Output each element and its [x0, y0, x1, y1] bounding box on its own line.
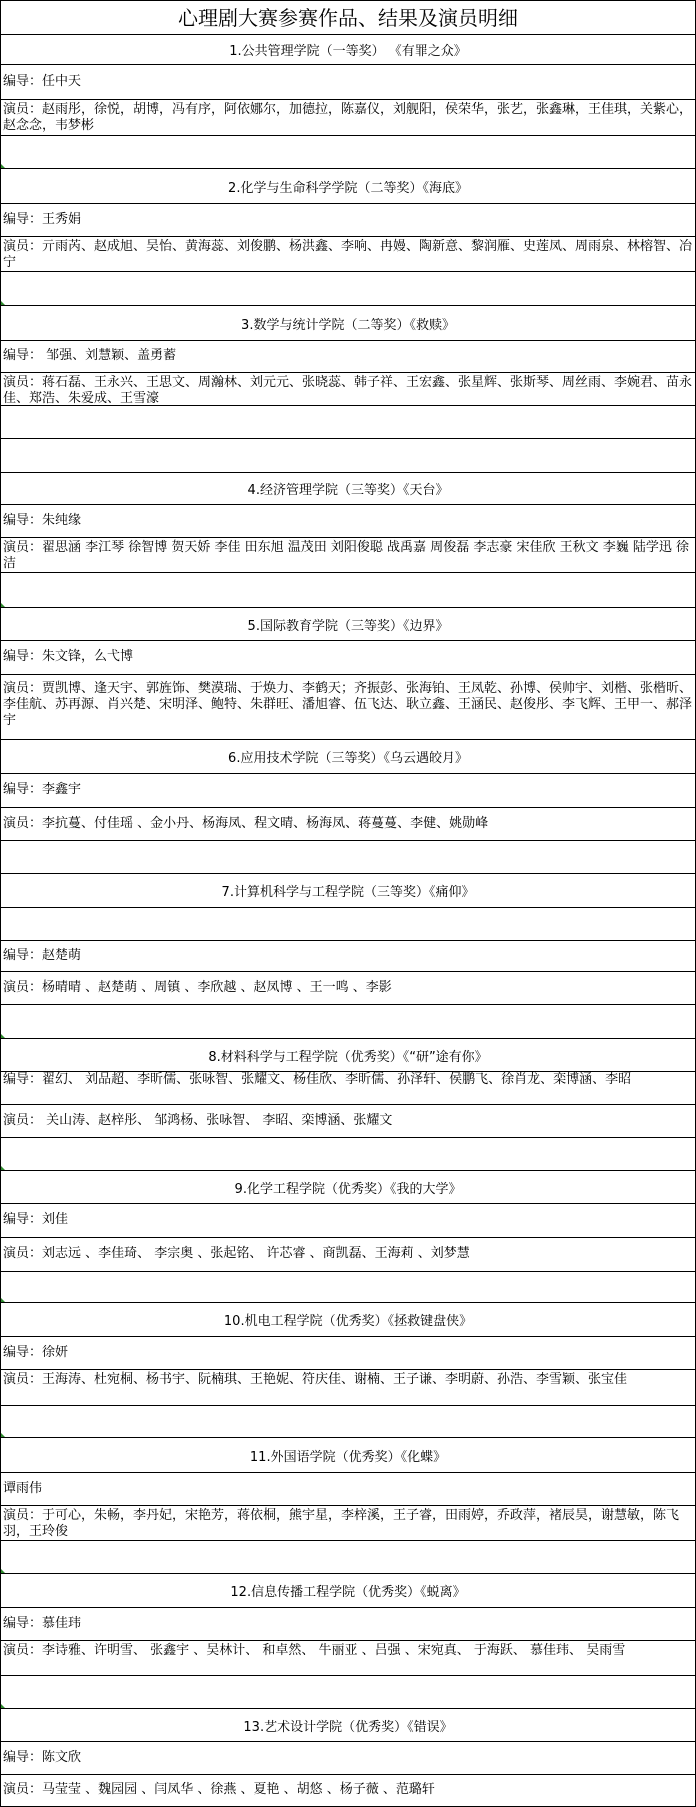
spacer-row	[1, 1406, 695, 1438]
entry-heading: 2.化学与生命科学学院（二等奖）《海底》	[1, 169, 695, 204]
entry-heading: 9.化学工程学院（优秀奖）《我的大学》	[1, 1171, 695, 1204]
cell-marker	[1, 1298, 5, 1302]
entry-director: 编导：赵楚萌	[1, 941, 695, 972]
entry-heading: 5.国际教育学院（三等奖）《边界》	[1, 608, 695, 641]
cell-marker	[1, 1166, 5, 1170]
spacer-row	[1, 136, 695, 169]
entry-heading: 8.材料科学与工程学院（优秀奖）《“研”途有你》	[1, 1039, 695, 1072]
spacer-row	[1, 573, 695, 608]
entry-director: 编导：任中天	[1, 65, 695, 100]
entry-cast: 演员：刘志远 、李佳琦、 李宗奥 、张起铭、 许芯睿 、商凯磊、王海莉 、刘梦慧	[1, 1238, 695, 1272]
entry-heading: 10.机电工程学院（优秀奖）《拯救键盘侠》	[1, 1303, 695, 1337]
spacer-row	[1, 841, 695, 874]
spacer-row	[1, 272, 695, 306]
cell-marker	[1, 1569, 5, 1573]
cell-marker	[1, 603, 5, 607]
cell-marker	[1, 1433, 5, 1437]
entry-heading: 11.外国语学院（优秀奖）《化蝶》	[1, 1438, 695, 1473]
entry-cast: 演员：亓雨芮、赵成旭、吴怡、黄海蕊、刘俊鹏、杨洪鑫、李响、冉嫚、陶新意、黎润雁、史莲凤、周雨泉、林榕智、冶宁	[1, 237, 695, 272]
entry-cast: 演员：贾凯博、逢天宇、郭旌饰、樊漠瑞、于焕力、李鹤天；齐振彭、张海铂、王凤乾、孙博、侯帅宇、刘楷、张楷昕、李佳航、苏再源、肖兴楚、宋明泽、鲍特、朱群旺、潘旭睿、伍飞达、耿立鑫、王涵民、赵俊彤、李飞辉、王甲一、郝泽宇	[1, 675, 695, 740]
spacer-row	[1, 439, 695, 473]
entry-heading: 7.计算机科学与工程学院（三等奖）《痛仰》	[1, 874, 695, 908]
entry-cast: 演员：蒋石磊、王永兴、王思文、周瀚林、刘元元、张晓蕊、韩子祥、王宏鑫、张星辉、张斯琴、周丝雨、李婉君、苗永佳、郑浩、朱爱成、王雪濠	[1, 373, 695, 406]
cell-marker	[1, 164, 5, 168]
spacer-row	[1, 908, 695, 941]
cell-marker	[1, 1704, 5, 1708]
entry-director: 谭雨伟	[1, 1473, 695, 1506]
entry-cast: 演员：翟思涵 李江琴 徐智博 贺天娇 李佳 田东旭 温茂田 刘阳俊聪 战禹嘉 周俊磊 李志豪 宋佳欣 王秋文 李巍 陆学迅 徐洁	[1, 538, 695, 573]
spacer-row	[1, 406, 695, 439]
entry-cast: 演员：杨晴晴 、赵楚萌 、周镇 、李欣越 、赵凤博 、王一鸣 、李影	[1, 972, 695, 1005]
entry-cast: 演员：李抗蔓、付佳瑶 、金小丹、杨海凤、程文晴、杨海凤、蒋蔓蔓、李健、姚勋峰	[1, 808, 695, 841]
entry-cast: 演员： 关山涛、赵梓彤、 邹鸿杨、张咏智、 李昭、栾博涵、张耀文	[1, 1105, 695, 1138]
cell-marker	[1, 1034, 5, 1038]
spacer-row	[1, 1138, 695, 1171]
entry-heading: 13.艺术设计学院（优秀奖）《错误》	[1, 1709, 695, 1742]
entry-director: 编导：刘佳	[1, 1204, 695, 1238]
cell-marker	[1, 301, 5, 305]
entry-director: 编导：翟幻、 刘品超、李昕儒、张咏智、张耀文、杨佳欣、李昕儒、孙泽轩、侯鹏飞、徐肖龙、栾博涵、李昭	[1, 1072, 695, 1105]
entry-cast: 演员：李诗雅、许明雪、 张鑫宇 、吴林计、 和卓然、 牛丽亚 、吕强 、宋宛真、 于海跃、 慕佳玮、 吴雨雪	[1, 1641, 695, 1676]
entry-director: 编导：王秀娟	[1, 204, 695, 237]
entry-director: 编导：李鑫宇	[1, 774, 695, 808]
spacer-row	[1, 1005, 695, 1039]
entry-heading: 12.信息传播工程学院（优秀奖）《蜕离》	[1, 1574, 695, 1608]
entry-director: 编导： 邹强、刘慧颖、盖勇蓄	[1, 341, 695, 373]
entry-director: 编导：陈文欣	[1, 1742, 695, 1775]
entry-director: 编导：慕佳玮	[1, 1608, 695, 1641]
entry-heading: 3.数学与统计学院（二等奖）《救赎》	[1, 306, 695, 341]
entry-director: 编导：朱文锋，么弋博	[1, 641, 695, 675]
entry-cast: 演员：王海涛、杜宛桐、杨书宇、阮楠琪、王艳妮、符庆佳、谢楠、王子谦、李明蔚、孙浩、李雪颖、张宝佳	[1, 1370, 695, 1406]
entry-cast: 演员：赵雨彤，徐悦，胡博，冯有序，阿依娜尔，加德拉，陈嘉仪，刘舰阳，侯荣华，张艺，张鑫琳，王佳琪，关紫心，赵念念，韦梦彬	[1, 100, 695, 136]
entry-cast: 演员：于可心，朱畅，李丹妃，宋艳芳，蒋依桐，熊宇星，李梓溪，王子睿，田雨婷，乔政萍，褚辰昊，谢慧敏，陈飞羽，王玲俊	[1, 1506, 695, 1541]
entry-cast: 演员：马莹莹 、魏园园 、闫凤华 、徐燕 、夏艳 、胡悠 、杨子薇 、范璐轩	[3, 1782, 435, 1797]
entry-director: 编导：朱纯缘	[1, 505, 695, 538]
spacer-row	[1, 1541, 695, 1574]
entry-director: 编导：徐妍	[1, 1337, 695, 1370]
entry-heading: 6.应用技术学院（三等奖）《乌云遇皎月》	[1, 740, 695, 774]
spacer-row	[1, 1272, 695, 1303]
sheet-title: 心理剧大赛参赛作品、结果及演员明细	[1, 1, 695, 35]
entry-heading: 4.经济管理学院（三等奖）《天台》	[1, 473, 695, 505]
entry-heading: 1.公共管理学院（一等奖） 《有罪之众》	[1, 35, 695, 65]
spacer-row	[1, 1676, 695, 1709]
